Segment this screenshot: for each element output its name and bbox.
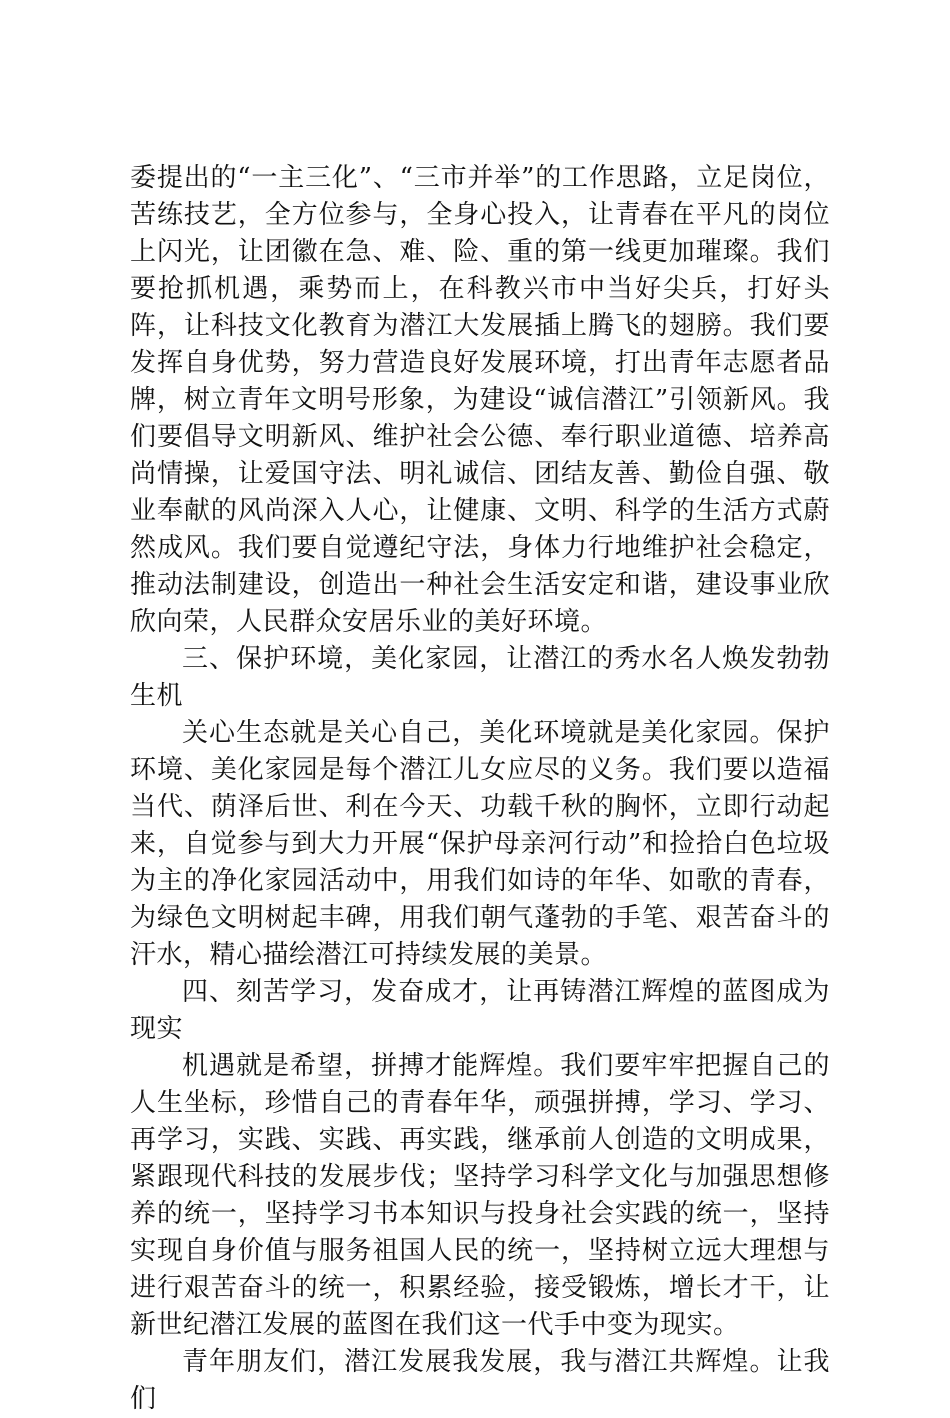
paragraph-study: 机遇就是希望，拼搏才能辉煌。我们要牢牢把握自己的人生坐标，珍惜自己的青春年华，顽强拼搏，学习、学习、再学习，实践、实践、再实践，继承前人创造的文明成果，紧跟现代科技的发展步伐；坚持学习科学文化与加强思想修养的统一，坚持学习书本知识与投身社会实践的统一，坚持实现自身价值与服务祖国人民的统一，坚持树立远大理想与进行艰苦奋斗的统一，积累经验，接受锻炼，增长才干，让新世纪潜江发展的蓝图在我们这一代手中变为现实。 [130, 1051, 830, 1340]
paragraph-environment: 关心生态就是关心自己，美化环境就是美化家园。保护环境、美化家园是每个潜江儿女应尽的义务。我们要以造福当代、荫泽后世、利在今天、功载千秋的胸怀，立即行动起来，自觉参与到大力开展“保护母亲河行动”和捡拾白色垃圾为主的净化家园活动中，用我们如诗的年华、如歌的青春，为绿色文明树起丰碑，用我们朝气蓬勃的手笔、艰苦奋斗的汗水，精心描绘潜江可持续发展的美景。 [130, 718, 830, 970]
section-heading-3: 三、保护环境，美化家园，让潜江的秀水名人焕发勃勃生机 [130, 644, 830, 711]
paragraph-closing: 青年朋友们，潜江发展我发展，我与潜江共辉煌。让我们 [130, 1347, 830, 1414]
paragraph-continuation: 委提出的“一主三化”、“三市并举”的工作思路，立足岗位，苦练技艺，全方位参与，全身心投入，让青春在平凡的岗位上闪光，让团徽在急、难、险、重的第一线更加璀璨。我们要抢抓机遇，乘势而上，在科教兴市中当好尖兵，打好头阵，让科技文化教育为潜江大发展插上腾飞的翅膀。我们要发挥自身优势，努力营造良好发展环境，打出青年志愿者品牌，树立青年文明号形象，为建设“诚信潜江”引领新风。我们要倡导文明新风、维护社会公德、奉行职业道德、培养高尚情操，让爱国守法、明礼诚信、团结友善、勤俭自强、敬业奉献的风尚深入人心，让健康、文明、科学的生活方式蔚然成风。我们要自觉遵纪守法，身体力行地维护社会稳定，推动法制建设，创造出一种社会生活安定和谐，建设事业欣欣向荣，人民群众安居乐业的美好环境。 [130, 163, 830, 637]
document-body [130, 160, 830, 1418]
section-heading-4: 四、刻苦学习，发奋成才，让再铸潜江辉煌的蓝图成为现实 [130, 977, 830, 1044]
